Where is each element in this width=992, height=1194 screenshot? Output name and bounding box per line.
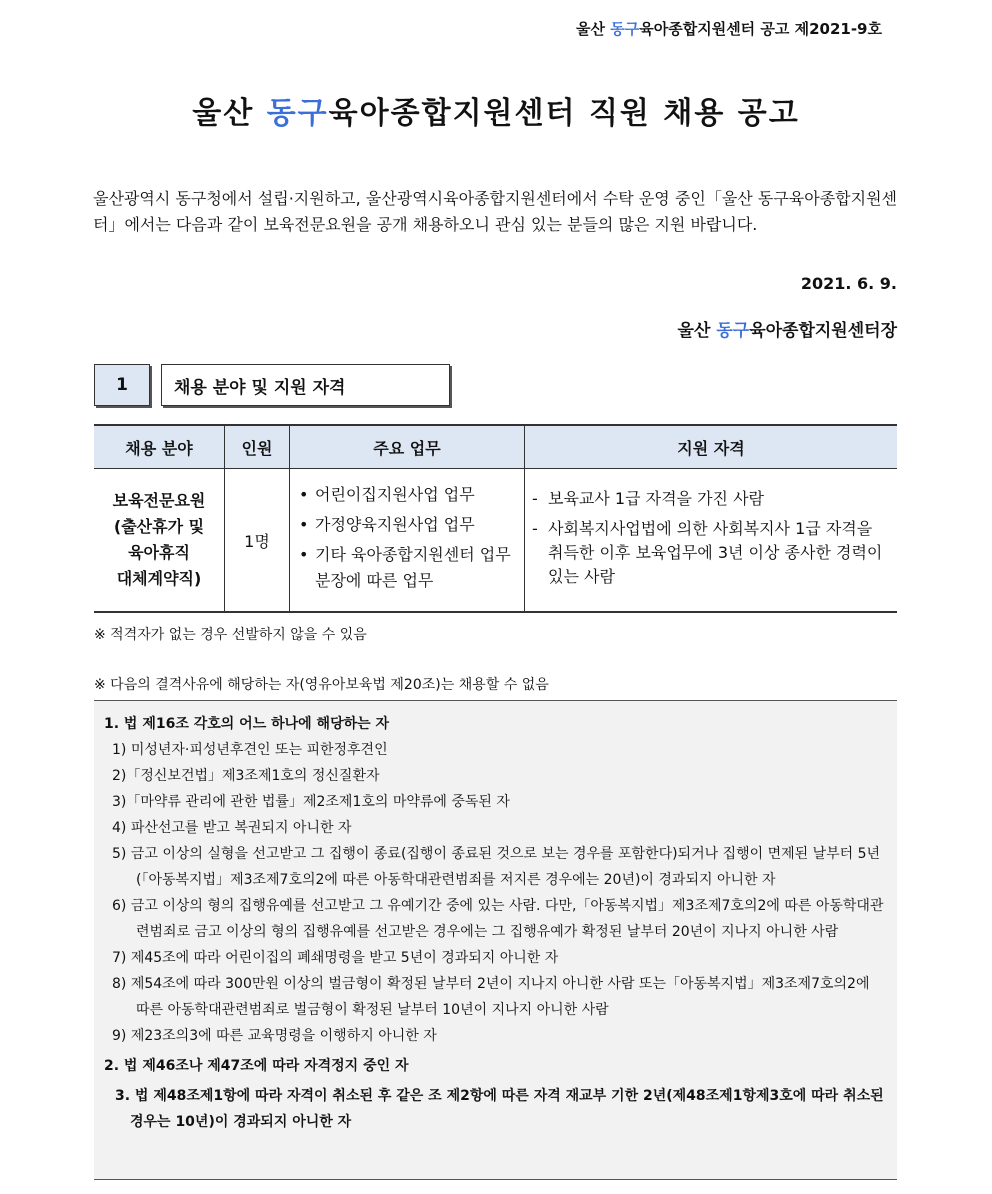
disqualification-sub-item: 7) 제45조에 따라 어린이집의 폐쇄명령을 받고 5년이 경과되지 아니한 자 [112, 950, 559, 966]
duty-item: • 어린이집지원사업 업무 [299, 482, 519, 508]
header-count: 인원 [225, 425, 290, 469]
duty-item: • 가정양육지원사업 업무 [299, 512, 519, 538]
qualifications-cell [525, 469, 898, 613]
notice-highlight: 동구 [610, 20, 640, 38]
field-cell: 보육전문요원 (출산휴가 및 육아휴직 대체계약직) [94, 469, 225, 613]
disqualification-sub-item: 4) 파산선고를 받고 복권되지 아니한 자 [112, 820, 352, 836]
table-header-row [94, 425, 897, 469]
header-qualifications: 지원 자격 [525, 425, 898, 469]
signer-highlight: 동구 [716, 321, 750, 341]
disqualification-sub-item: 8) 제54조에 따라 300만원 이상의 벌금형이 확정된 날부터 2년이 지나지 아니한 사람 또는「아동복지법」제3조제7호의2에 따른 아동학대관련범죄로 벌금형이 확정된 날부터 10년이 지나지 아니한 사람 [112, 976, 870, 1018]
disqualification-sub-item: 9) 제23조의3에 따른 교육명령을 이행하지 아니한 자 [112, 1028, 437, 1044]
header-field: 채용 분야 [94, 425, 225, 469]
disqualification-sub-item: 2)「정신보건법」제3조제1호의 정신질환자 [112, 768, 380, 784]
disqualification-sub-item: 1) 미성년자·피성년후견인 또는 피한정후견인 [112, 742, 388, 758]
qualification-item: - 보육교사 1급 자격을 가진 사람 [532, 487, 892, 511]
notice-date: 2021. 6. 9. [800, 274, 897, 293]
note-disqualification: ※ 다음의 결격사유에 해당하는 자(영유아보육법 제20조)는 채용할 수 없음 [94, 677, 549, 693]
section-number: 1 [94, 364, 150, 406]
recruitment-table [94, 424, 897, 613]
qualification-item: - 사회복지사업법에 의한 사회복지사 1급 자격을 취득한 이후 보육업무에 3년 이상 종사한 경력이 있는 사람 [532, 517, 892, 589]
signer: 울산 동구육아종합지원센터장 [677, 321, 897, 341]
disqualification-sub-item: 5) 금고 이상의 실형을 선고받고 그 집행이 종료(집행이 종료된 것으로 보는 경우를 포함한다)되거나 집행이 면제된 날부터 5년(「아동복지법」제3조제7호의2에 따른 아동학대관련범죄를 저지른 경우에는 20년)이 경과되지 아니한 자 [112, 846, 881, 888]
header-duties: 주요 업무 [290, 425, 525, 469]
intro-paragraph: 울산광역시 동구청에서 설립·지원하고, 울산광역시육아종합지원센터에서 수탁 운영 중인「울산 동구육아종합지원센터」에서는 다음과 같이 보육전문요원을 공개 채용하오니 관심 있는 분들의 많은 지원 바랍니다. [93, 189, 897, 234]
note-no-candidate: ※ 적격자가 없는 경우 선발하지 않을 수 있음 [94, 627, 367, 643]
duties-cell [290, 469, 525, 613]
table-row [94, 469, 897, 613]
disqualification-item-2: 2. 법 제46조나 제47조에 따라 자격정지 중인 자 [104, 1058, 409, 1074]
disqualification-sub-item: 3)「마약류 관리에 관한 법률」제2조제1호의 마약류에 중독된 자 [112, 794, 510, 810]
disqualification-item-3: 3. 법 제48조제1항에 따라 자격이 취소된 후 같은 조 제2항에 따른 자격 재교부 기한 2년(제48조제1항제3호에 따라 취소된 경우는 10년)이 경과되지 아니한 자 [115, 1088, 884, 1130]
section-title: 채용 분야 및 지원 자격 [161, 364, 450, 406]
duty-item: • 기타 육아종합지원센터 업무분장에 따른 업무 [299, 542, 519, 594]
count-cell: 1명 [225, 469, 290, 613]
title-highlight: 동구 [266, 96, 329, 131]
disqualification-box [94, 700, 897, 1180]
disqualification-sub-item: 6) 금고 이상의 형의 집행유예를 선고받고 그 유예기간 중에 있는 사람. 다만,「아동복지법」제3조제7호의2에 따른 아동학대관련범죄로 금고 이상의 형의 집행유예를 선고받은 경우에는 그 집행유예가 확정된 날부터 20년이 지나지 아니한 사람 [112, 898, 884, 940]
disqualification-item-1: 1. 법 제16조 각호의 어느 하나에 해당하는 자 [104, 716, 390, 732]
notice-number: 울산 동구육아종합지원센터 공고 제2021-9호 [576, 20, 882, 38]
page-title: 울산 동구육아종합지원센터 직원 채용 공고 [192, 96, 800, 131]
